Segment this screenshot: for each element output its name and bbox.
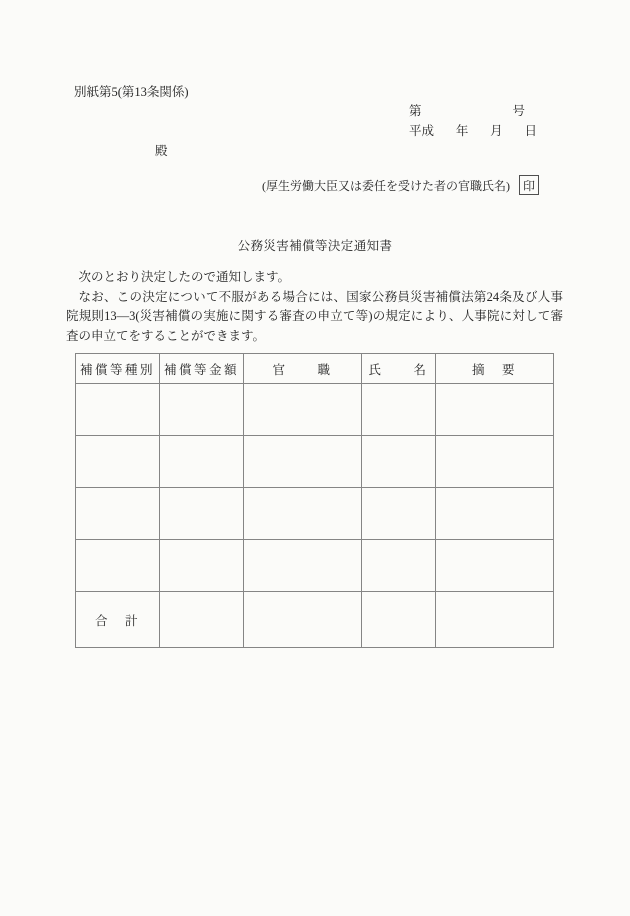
- table-row: [76, 436, 554, 488]
- table-cell-empty: [244, 488, 362, 540]
- table-cell-empty: [362, 540, 436, 592]
- table-cell-empty: [436, 436, 554, 488]
- col-header-compensation-amount: 補償等金額: [160, 354, 244, 384]
- appeal-paragraph: なお、この決定について不服がある場合には、国家公務員災害補償法第24条及び人事院規則13―3(災害補償の実施に関する審査の申立て等)の規定により、人事院に対して審査の申立てをすることができます。: [66, 289, 563, 343]
- date-year-label: 年: [455, 124, 469, 138]
- total-label-cell: 合 計: [76, 592, 160, 648]
- col-header-name: 氏 名: [362, 354, 436, 384]
- table-cell-empty: [76, 436, 160, 488]
- table-cell-empty: [436, 592, 554, 648]
- issuer-line: [262, 175, 539, 195]
- table-cell-empty: [160, 592, 244, 648]
- document-number-line: [409, 101, 525, 119]
- table-cell-empty: [362, 436, 436, 488]
- seal-label: 印: [522, 178, 535, 193]
- table-cell-empty: [244, 540, 362, 592]
- table-cell-empty: [160, 488, 244, 540]
- doc-number-suffix: 号: [512, 104, 525, 118]
- date-day-label: 日: [524, 124, 537, 138]
- table-cell-empty: [160, 540, 244, 592]
- attachment-label: 別紙第5(第13条関係): [74, 85, 189, 99]
- table-cell-empty: [244, 384, 362, 436]
- table-cell-empty: [436, 540, 554, 592]
- table-row: [76, 488, 554, 540]
- table-cell-empty: [160, 384, 244, 436]
- col-header-official-post: 官 職: [244, 354, 362, 384]
- table-cell-empty: [362, 384, 436, 436]
- table-cell-empty: [76, 384, 160, 436]
- notice-paragraph: 次のとおり決定したので通知します。: [78, 270, 291, 284]
- doc-number-prefix: 第: [409, 104, 422, 118]
- table-cell-empty: [160, 436, 244, 488]
- date-line: [409, 121, 537, 139]
- table-cell-empty: [76, 488, 160, 540]
- table-cell-empty: [436, 384, 554, 436]
- table-header-row: [76, 354, 554, 384]
- seal-box: [519, 175, 539, 195]
- compensation-table: [75, 353, 554, 648]
- table-cell-empty: [436, 488, 554, 540]
- table-row: [76, 384, 554, 436]
- table-total-row: [76, 592, 554, 648]
- table-row: [76, 540, 554, 592]
- issuer-label: (厚生労働大臣又は委任を受けた者の官職氏名): [262, 178, 510, 193]
- table-cell-empty: [362, 488, 436, 540]
- table-cell-empty: [244, 436, 362, 488]
- body-text: [66, 268, 563, 346]
- table-cell-empty: [244, 592, 362, 648]
- date-era-label: 平成: [409, 124, 435, 138]
- addressee-honorific: 殿: [155, 144, 168, 158]
- col-header-remarks: 摘 要: [436, 354, 554, 384]
- document-title: 公務災害補償等決定通知書: [237, 239, 393, 253]
- table-cell-empty: [76, 540, 160, 592]
- date-month-label: 月: [490, 124, 503, 138]
- col-header-compensation-type: 補償等種別: [76, 354, 160, 384]
- table-cell-empty: [362, 592, 436, 648]
